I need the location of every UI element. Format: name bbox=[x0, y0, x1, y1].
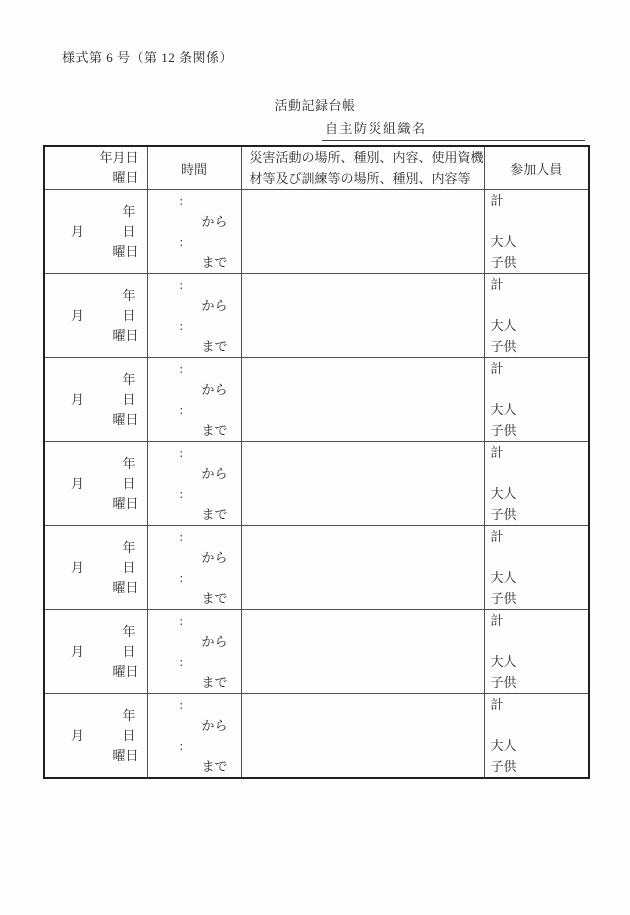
children-label: 子供 bbox=[490, 506, 517, 522]
year-label: 年 bbox=[122, 540, 136, 555]
total-label: 計 bbox=[490, 445, 504, 460]
day-label: 日 bbox=[122, 560, 136, 575]
time-start-colon: : bbox=[179, 697, 184, 712]
time-cell bbox=[147, 442, 241, 526]
time-to-label: まで bbox=[201, 338, 228, 354]
table-body bbox=[44, 190, 589, 779]
total-label: 計 bbox=[490, 193, 504, 208]
weekday-label: 曜日 bbox=[112, 244, 139, 259]
total-label: 計 bbox=[490, 613, 504, 628]
activity-row bbox=[44, 190, 589, 274]
adults-label: 大人 bbox=[490, 318, 517, 333]
total-label: 計 bbox=[490, 361, 504, 376]
year-label: 年 bbox=[122, 288, 136, 303]
weekday-label: 曜日 bbox=[112, 664, 139, 679]
header-time-column bbox=[147, 146, 241, 190]
date-cell bbox=[44, 442, 147, 526]
description-cell bbox=[241, 190, 484, 274]
adults-label: 大人 bbox=[490, 654, 517, 669]
time-from-label: から bbox=[201, 213, 228, 229]
time-start-colon: : bbox=[179, 193, 184, 208]
date-cell bbox=[44, 694, 147, 779]
participants-cell bbox=[484, 610, 589, 694]
adults-label: 大人 bbox=[490, 738, 517, 753]
month-day-line bbox=[45, 642, 147, 662]
time-end-colon: : bbox=[179, 234, 184, 249]
year-label: 年 bbox=[122, 456, 136, 471]
adults-label: 大人 bbox=[490, 234, 517, 249]
activity-record-table bbox=[43, 145, 590, 779]
children-label: 子供 bbox=[490, 338, 517, 354]
day-label: 日 bbox=[122, 728, 136, 743]
page-title: 活動記録台帳 bbox=[274, 98, 356, 113]
month-day-line bbox=[45, 390, 147, 410]
month-day-line bbox=[45, 222, 147, 242]
time-cell bbox=[147, 526, 241, 610]
time-from-label: から bbox=[201, 717, 228, 733]
year-label: 年 bbox=[122, 708, 136, 723]
org-name-label: 自主防災組織名 bbox=[325, 121, 427, 136]
time-to-label: まで bbox=[201, 254, 228, 270]
header-description-line2: 材等及び訓練等の場所、種別、内容等 bbox=[249, 171, 471, 186]
description-cell bbox=[241, 442, 484, 526]
time-to-label: まで bbox=[201, 758, 228, 774]
month-day-line bbox=[45, 558, 147, 578]
time-from-label: から bbox=[201, 381, 228, 397]
year-label: 年 bbox=[122, 204, 136, 219]
month-label: 月 bbox=[71, 392, 85, 407]
year-label: 年 bbox=[122, 372, 136, 387]
month-label: 月 bbox=[71, 644, 85, 659]
header-date-line1: 年月日 bbox=[99, 150, 139, 165]
month-day-line bbox=[45, 306, 147, 326]
weekday-label: 曜日 bbox=[112, 580, 139, 595]
total-label: 計 bbox=[490, 529, 504, 544]
month-label: 月 bbox=[71, 224, 85, 239]
day-label: 日 bbox=[122, 308, 136, 323]
header-description-column bbox=[241, 146, 484, 190]
time-start-colon: : bbox=[179, 445, 184, 460]
header-description-line1: 災害活動の場所、種別、内容、使用資機 bbox=[249, 150, 484, 165]
description-cell bbox=[241, 526, 484, 610]
activity-row bbox=[44, 694, 589, 779]
time-cell bbox=[147, 694, 241, 779]
date-cell bbox=[44, 190, 147, 274]
month-label: 月 bbox=[71, 728, 85, 743]
month-label: 月 bbox=[71, 476, 85, 491]
day-label: 日 bbox=[122, 644, 136, 659]
adults-label: 大人 bbox=[490, 402, 517, 417]
time-end-colon: : bbox=[179, 402, 184, 417]
participants-cell bbox=[484, 442, 589, 526]
header-participants-column bbox=[484, 146, 589, 190]
org-name-underline bbox=[322, 118, 585, 141]
time-from-label: から bbox=[201, 633, 228, 649]
time-start-colon: : bbox=[179, 277, 184, 292]
year-label: 年 bbox=[122, 624, 136, 639]
time-to-label: まで bbox=[201, 422, 228, 438]
time-to-label: まで bbox=[201, 590, 228, 606]
month-day-line bbox=[45, 474, 147, 494]
day-label: 日 bbox=[122, 476, 136, 491]
children-label: 子供 bbox=[490, 674, 517, 690]
time-cell bbox=[147, 358, 241, 442]
date-cell bbox=[44, 610, 147, 694]
month-label: 月 bbox=[71, 560, 85, 575]
adults-label: 大人 bbox=[490, 486, 517, 501]
time-start-colon: : bbox=[179, 361, 184, 376]
date-cell bbox=[44, 526, 147, 610]
weekday-label: 曜日 bbox=[112, 748, 139, 763]
header-date-column bbox=[44, 146, 147, 190]
time-end-colon: : bbox=[179, 654, 184, 669]
participants-cell bbox=[484, 274, 589, 358]
description-cell bbox=[241, 274, 484, 358]
time-end-colon: : bbox=[179, 738, 184, 753]
table-header-row bbox=[44, 146, 589, 190]
children-label: 子供 bbox=[490, 422, 517, 438]
activity-row bbox=[44, 526, 589, 610]
time-to-label: まで bbox=[201, 674, 228, 690]
month-day-line bbox=[45, 726, 147, 746]
weekday-label: 曜日 bbox=[112, 328, 139, 343]
month-label: 月 bbox=[71, 308, 85, 323]
participants-cell bbox=[484, 694, 589, 779]
children-label: 子供 bbox=[490, 590, 517, 606]
children-label: 子供 bbox=[490, 254, 517, 270]
form-number: 様式第 6 号（第 12 条関係） bbox=[62, 50, 234, 65]
header-participants-label: 参加人員 bbox=[510, 161, 563, 177]
weekday-label: 曜日 bbox=[112, 496, 139, 511]
time-start-colon: : bbox=[179, 529, 184, 544]
activity-row bbox=[44, 442, 589, 526]
time-end-colon: : bbox=[179, 318, 184, 333]
description-cell bbox=[241, 694, 484, 779]
time-from-label: から bbox=[201, 297, 228, 313]
participants-cell bbox=[484, 358, 589, 442]
date-cell bbox=[44, 274, 147, 358]
header-time-label: 時間 bbox=[180, 161, 207, 177]
day-label: 日 bbox=[122, 392, 136, 407]
weekday-label: 曜日 bbox=[112, 412, 139, 427]
time-from-label: から bbox=[201, 465, 228, 481]
description-cell bbox=[241, 358, 484, 442]
time-to-label: まで bbox=[201, 506, 228, 522]
total-label: 計 bbox=[490, 277, 504, 292]
children-label: 子供 bbox=[490, 758, 517, 774]
activity-row bbox=[44, 358, 589, 442]
day-label: 日 bbox=[122, 224, 136, 239]
time-end-colon: : bbox=[179, 570, 184, 585]
header-date-line2: 曜日 bbox=[112, 170, 139, 185]
time-cell bbox=[147, 274, 241, 358]
participants-cell bbox=[484, 526, 589, 610]
total-label: 計 bbox=[490, 697, 504, 712]
participants-cell bbox=[484, 190, 589, 274]
time-cell bbox=[147, 190, 241, 274]
time-cell bbox=[147, 610, 241, 694]
description-cell bbox=[241, 610, 484, 694]
time-from-label: から bbox=[201, 549, 228, 565]
adults-label: 大人 bbox=[490, 570, 517, 585]
time-end-colon: : bbox=[179, 486, 184, 501]
activity-row bbox=[44, 274, 589, 358]
activity-row bbox=[44, 610, 589, 694]
date-cell bbox=[44, 358, 147, 442]
time-start-colon: : bbox=[179, 613, 184, 628]
